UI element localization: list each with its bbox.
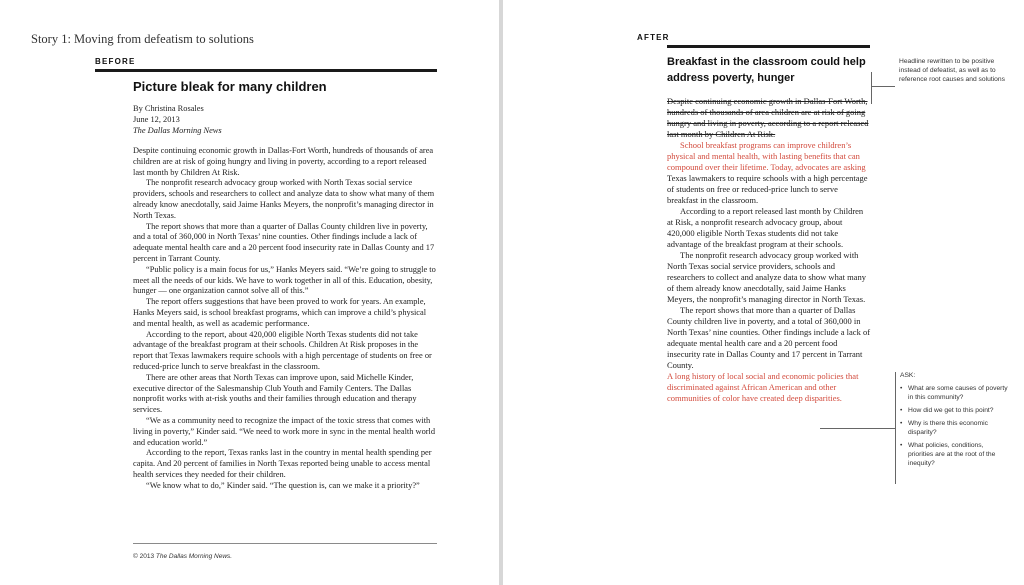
- ask-item: • What policies, conditions, priorities are at the root of the inequity?: [900, 441, 1010, 468]
- before-headline: Picture bleak for many children: [133, 79, 327, 94]
- ask-title: ASK:: [900, 372, 916, 379]
- headline-note-connector: [871, 86, 895, 87]
- copyright: [133, 553, 232, 560]
- article-paragraph: The nonprofit research advocacy group worked with North Texas social service providers, schools and researchers to collect and analyze data to show what many of them already know anecdotally, said Jaime Hanks Meyers, the nonprofit’s managing director in North Texas.: [133, 178, 435, 220]
- added-text: School breakfast programs can improve children’s physical and mental health, with lasting benefits that can compound over their lifetime. Today, advocates are asking: [667, 140, 866, 172]
- ask-item: • Why is there this economic disparity?: [900, 419, 1010, 437]
- article-paragraph: According to the report, about 420,000 eligible North Texas students did not take advantage of the breakfast program at their schools. Children At Risk proposes in the report that Texas lawmakers require schools with a high percentage of students on free or reduced-price lunch to serve breakfast in the classroom.: [133, 329, 432, 371]
- new-lead-paragraph: [667, 140, 871, 206]
- article-paragraph: The report shows that more than a quarter of Dallas County children live in poverty, and a total of 360,000 in North Texas’ nine counties. Other findings include a lack of adequate mental health care and a 20 percent food insecurity rate in Dallas County and 17 percent in Tarrant County.: [667, 305, 871, 370]
- before-top-rule: [95, 69, 437, 72]
- dateline: June 12, 2013: [133, 115, 180, 124]
- before-label: BEFORE: [95, 57, 136, 66]
- ask-box: [900, 371, 1010, 472]
- before-pane: [0, 0, 499, 585]
- ask-connector-horizontal: [820, 428, 895, 429]
- after-top-rule: [667, 45, 870, 48]
- publication-name: The Dallas Morning News: [133, 126, 222, 135]
- ask-list: [900, 384, 1010, 468]
- ask-item: • How did we get to this point?: [900, 406, 1010, 415]
- article-paragraph: The report offers suggestions that have been proved to work for years. An example, Hanks Meyers said, is school breakfast programs, which can improve a child’s physical and mental health, as well as academic performance.: [133, 297, 427, 328]
- article-paragraph: “Public policy is a main focus for us,” Hanks Meyers said. “We’re going to struggle to meet all the needs of our kids. We have to work together in all of this. Education, obesity, hunger — one organization cannot solve all of this.”: [133, 264, 436, 296]
- after-article-body: [667, 96, 871, 404]
- article-paragraph: Despite continuing economic growth in Dallas-Fort Worth, hundreds of thousands of area children are at risk of going hungry and living in poverty, according to a report released last month by Children At Risk.: [133, 146, 434, 177]
- story-title: Story 1: Moving from defeatism to solutions: [31, 32, 254, 46]
- struck-lead-paragraph: Despite continuing economic growth in Dallas-Fort Worth, hundreds of thousands of area children are at risk of going hungry and living in poverty, according to a report released last month by Children At Risk.: [667, 96, 869, 139]
- ask-item: • What are some causes of poverty in this community?: [900, 384, 1010, 402]
- after-label: AFTER: [637, 33, 670, 42]
- byline-block: [133, 103, 222, 136]
- headline-note-bracket: [871, 72, 872, 104]
- article-paragraph: The nonprofit research advocacy group worked with North Texas social service providers, schools and researchers to collect and analyze data to show what many of them already know anecdotally, said Jaime Hanks Meyers, the nonprofit’s managing director in North Texas.: [667, 250, 866, 304]
- copyright-prefix: © 2013: [133, 553, 155, 560]
- after-headline: Breakfast in the classroom could help address poverty, hunger: [667, 56, 866, 84]
- byline: By Christina Rosales: [133, 104, 204, 113]
- article-paragraph: The report shows that more than a quarter of Dallas County children live in poverty, and a total of 360,000 in North Texas’ nine counties. Other findings include a lack of adequate mental health care and a 20 percent food insecurity rate in Dallas County and 17 percent in Tarrant County.: [133, 221, 435, 263]
- article-paragraph: There are other areas that North Texas can improve upon, said Michelle Kinder, executive director of the Salesmanship Club Youth and Family Centers. The Dallas nonprofit works with at-risk youths and their families through education and therapy services.: [133, 372, 417, 415]
- headline-note: Headline rewritten to be positive instead of defeatist, as well as to reference root causes and solutions: [899, 58, 1005, 83]
- ask-bracket: [895, 372, 896, 484]
- before-bottom-rule: [133, 543, 437, 544]
- article-paragraph: According to a report released last month by Children at Risk, a nonprofit research advocacy group, about 420,000 eligible North Texas students did not take advantage of the breakfast program at their schools.: [667, 206, 864, 249]
- added-paragraph: A long history of local social and economic policies that discriminated against African American and other communities of color have created deep disparities.: [667, 371, 859, 403]
- article-paragraph: “We as a community need to recognize the impact of the toxic stress that comes with living in poverty,” Kinder said. “We need to work more in sync in the mental health world and education world.”: [133, 415, 436, 447]
- article-paragraph: According to the report, Texas ranks last in the country in mental health spending per capita. And 20 percent of families in North Texas reported being unable to access mental health services they needed for their children.: [133, 448, 432, 479]
- copyright-paper: The Dallas Morning News.: [155, 553, 233, 560]
- before-article-body: [133, 146, 438, 492]
- article-paragraph: “We know what to do,” Kinder said. “The question is, can we make it a priority?”: [146, 480, 420, 490]
- retained-text: Texas lawmakers to require schools with a high percentage of students on free or reduced-price lunch to serve breakfast in the classroom.: [667, 173, 868, 205]
